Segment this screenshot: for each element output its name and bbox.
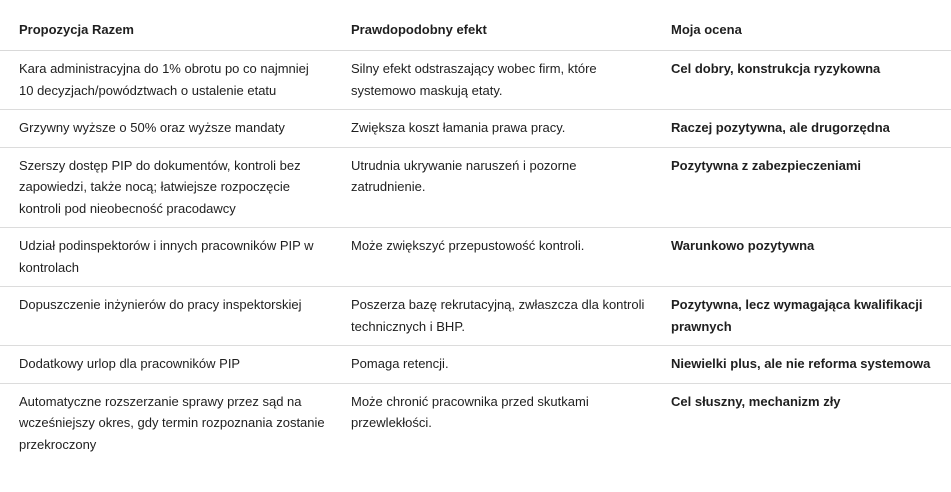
cell-proposal: Udział podinspektorów i innych pracowników PIP w kontrolach <box>0 228 332 287</box>
header-rating: Moja ocena <box>652 8 951 51</box>
cell-proposal: Kara administracyjna do 1% obrotu po co najmniej 10 decyzjach/powództwach o ustalenie etatu <box>0 51 332 110</box>
table-row <box>0 287 951 346</box>
cell-effect: Może chronić pracownika przed skutkami przewlekłości. <box>351 393 589 430</box>
cell-effect: Poszerza bazę rekrutacyjną, zwłaszcza dla kontroli technicznych i BHP. <box>332 287 652 346</box>
table-row <box>0 228 951 287</box>
table-row <box>0 51 951 110</box>
cell-proposal: Dopuszczenie inżynierów do pracy inspektorskiej <box>0 287 332 346</box>
cell-rating: Pozytywna z zabezpieczeniami <box>652 147 951 228</box>
table-header <box>0 8 951 51</box>
header-row <box>0 8 951 51</box>
cell-rating: Cel słuszny, mechanizm zły <box>671 393 841 409</box>
assessment-table <box>0 8 951 463</box>
cell-proposal: Dodatkowy urlop dla pracowników PIP <box>0 346 332 384</box>
cell-rating: Raczej pozytywna, ale drugorzędna <box>652 110 951 148</box>
cell-proposal: Grzywny wyższe o 50% oraz wyższe mandaty <box>0 110 332 148</box>
table-row <box>0 147 951 228</box>
cell-effect: Silny efekt odstraszający wobec firm, które systemowo maskują etaty. <box>332 51 652 110</box>
cell-proposal: Automatyczne rozszerzanie sprawy przez sąd na wcześniejszy okres, gdy termin rozpoznania zostanie przekroczony <box>19 393 325 452</box>
table-body <box>0 51 951 464</box>
cell-rating: Cel dobry, konstrukcja ryzykowna <box>652 51 951 110</box>
table-row <box>0 383 951 463</box>
cell-proposal: Szerszy dostęp PIP do dokumentów, kontroli bez zapowiedzi, także nocą; łatwiejsze rozpoczęcie kontroli pod nieobecność pracodawcy <box>0 147 332 228</box>
cell-rating: Niewielki plus, ale nie reforma systemowa <box>652 346 951 384</box>
header-proposal: Propozycja Razem <box>0 8 332 51</box>
table-row <box>0 110 951 148</box>
cell-effect: Pomaga retencji. <box>332 346 652 384</box>
cell-rating: Warunkowo pozytywna <box>652 228 951 287</box>
header-effect: Prawdopodobny efekt <box>332 8 652 51</box>
cell-effect: Utrudnia ukrywanie naruszeń i pozorne zatrudnienie. <box>332 147 652 228</box>
table-row <box>0 346 951 384</box>
cell-effect: Zwiększa koszt łamania prawa pracy. <box>332 110 652 148</box>
cell-effect: Może zwiększyć przepustowość kontroli. <box>332 228 652 287</box>
cell-rating: Pozytywna, lecz wymagająca kwalifikacji prawnych <box>652 287 951 346</box>
